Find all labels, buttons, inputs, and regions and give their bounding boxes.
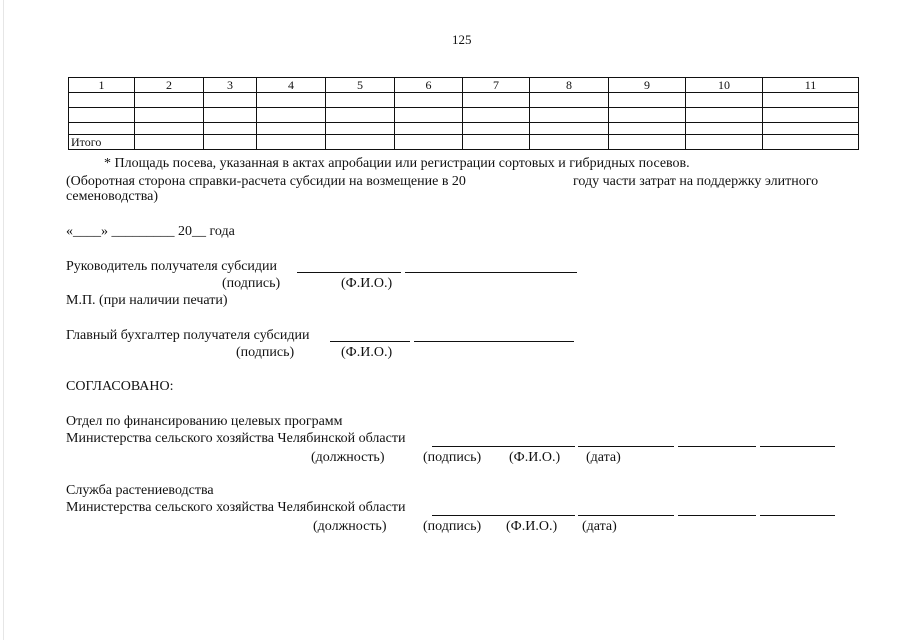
dept1-position-caption: (должность) xyxy=(311,450,385,465)
stamp-note: М.П. (при наличии печати) xyxy=(66,293,228,308)
footnote: * Площадь посева, указанная в актах апробации или регистрации сортовых и гибридных посевов. xyxy=(104,156,690,171)
accountant-name-line xyxy=(414,341,574,342)
column-header: 6 xyxy=(395,78,463,93)
dept1-date-line xyxy=(760,446,835,447)
dept2-line2: Министерства сельского хозяйства Челябинской области xyxy=(66,500,406,515)
table-row xyxy=(69,93,859,108)
reverse-note-end: году части затрат на поддержку элитного xyxy=(573,174,819,189)
scan-edge-line xyxy=(3,0,4,640)
subsidy-table xyxy=(68,77,859,150)
dept1-name-line xyxy=(678,446,756,447)
dept1-line2: Министерства сельского хозяйства Челябинской области xyxy=(66,431,406,446)
table-header-row xyxy=(69,78,859,93)
dept1-date-caption: (дата) xyxy=(586,450,621,465)
head-label: Руководитель получателя субсидии xyxy=(66,259,278,274)
column-header: 8 xyxy=(530,78,609,93)
accountant-name-caption: (Ф.И.О.) xyxy=(341,345,393,360)
head-name-line xyxy=(405,272,577,273)
dept1-name-caption: (Ф.И.О.) xyxy=(509,450,561,465)
accountant-label: Главный бухгалтер получателя субсидии xyxy=(66,328,310,343)
column-header: 10 xyxy=(686,78,763,93)
date-line: «____» _________ 20__ года xyxy=(66,224,235,239)
head-name-caption: (Ф.И.О.) xyxy=(341,276,393,291)
dept2-signature-line xyxy=(578,515,674,516)
table-total-row xyxy=(69,135,859,150)
column-header: 9 xyxy=(609,78,686,93)
dept2-line1: Служба растениеводства xyxy=(66,483,214,498)
column-header: 1 xyxy=(69,78,135,93)
accountant-signature-caption: (подпись) xyxy=(236,345,295,360)
dept2-signature-caption: (подпись) xyxy=(423,519,482,534)
dept1-position-line xyxy=(432,446,575,447)
total-label: Итого xyxy=(69,135,135,150)
dept2-date-line xyxy=(760,515,835,516)
dept2-date-caption: (дата) xyxy=(582,519,617,534)
dept2-name-caption: (Ф.И.О.) xyxy=(506,519,558,534)
accountant-signature-line xyxy=(330,341,410,342)
table-row xyxy=(69,108,859,123)
approved-label: СОГЛАСОВАНО: xyxy=(66,379,174,394)
column-header: 4 xyxy=(257,78,326,93)
page-number: 125 xyxy=(452,32,472,47)
dept1-signature-line xyxy=(578,446,674,447)
column-header: 2 xyxy=(135,78,204,93)
reverse-note-line2: семеноводства) xyxy=(66,189,159,204)
column-header: 3 xyxy=(204,78,257,93)
head-signature-caption: (подпись) xyxy=(222,276,281,291)
dept1-signature-caption: (подпись) xyxy=(423,450,482,465)
dept2-name-line xyxy=(678,515,756,516)
column-header: 11 xyxy=(763,78,859,93)
dept1-line1: Отдел по финансированию целевых программ xyxy=(66,414,343,429)
column-header: 5 xyxy=(326,78,395,93)
table-row xyxy=(69,123,859,135)
dept2-position-caption: (должность) xyxy=(313,519,387,534)
reverse-note-start: (Оборотная сторона справки-расчета субсидии на возмещение в 20 xyxy=(66,174,466,189)
dept2-position-line xyxy=(432,515,575,516)
head-signature-line xyxy=(297,272,401,273)
column-header: 7 xyxy=(463,78,530,93)
